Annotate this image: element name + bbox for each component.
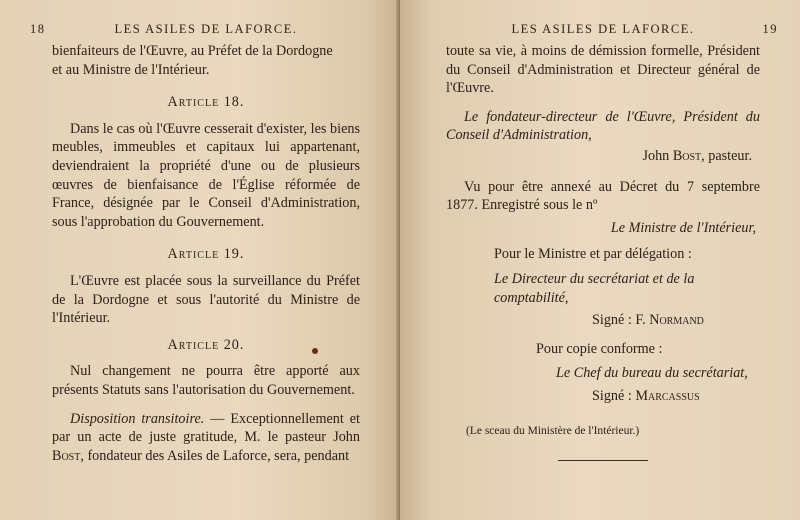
founder-signature xyxy=(446,147,752,166)
minister-line: Le Ministre de l'Intérieur, xyxy=(610,219,756,236)
left-running-head xyxy=(30,20,360,42)
disposition-text: — Exceptionnellement et par un acte de juste gratitude, M. le pasteur John xyxy=(52,410,360,446)
founder-name: John xyxy=(642,147,673,164)
signed-marcassus xyxy=(446,387,760,406)
copy-line: Pour copie conforme : xyxy=(536,340,663,357)
article-20-text: Nul changement ne pourra être apporté aux présents Statuts sans l'autorisation du Gouvernement. xyxy=(52,363,360,398)
delegation-line: Pour le Ministre et par délégation : xyxy=(494,246,692,263)
right-page xyxy=(400,0,800,520)
director-line: Le Directeur du secrétariat et de la comptabilité, xyxy=(494,270,695,306)
signed1-name: Normand xyxy=(649,312,704,329)
running-head-title-left: LES ASILES DE LAFORCE. xyxy=(114,22,298,36)
disposition-bost: Bost xyxy=(52,447,81,464)
intro-line-1: bienfaiteurs de l'Œuvre, au Préfet de la Dordogne xyxy=(52,43,333,59)
closing-rule xyxy=(558,460,648,461)
annex-text: Vu pour être annexé au Décret du 7 septembre 1877. Enregistré sous le nº xyxy=(446,178,760,214)
signed1-prefix: Signé : F. xyxy=(592,312,650,329)
disposition-label: Disposition transitoire. xyxy=(70,410,205,427)
article-19-text: L'Œuvre est placée sous la surveillance du Préfet de la Dordogne et sous l'autorité du Ministre de l'Intérieur. xyxy=(52,272,360,327)
article-18-text: Dans le cas où l'Œuvre cesserait d'exister, les biens meubles, immeubles et capitaux lui appartenant, deviendraient la propriété d'une ou de plusieurs œuvres de bienfaisance de l'Église réformée de France, désignée par le Conseil d'Administration, sous l'approbation du Gouvernement. xyxy=(52,120,360,230)
continuation-text: toute sa vie, à moins de démission formelle, Président du Conseil d'Administration et Directeur général de l'Œuvre. xyxy=(446,43,760,97)
founder-surname: Bost xyxy=(672,147,702,164)
disposition-end: , fondateur des Asiles de Laforce, sera, pendant xyxy=(80,447,350,464)
right-running-head xyxy=(446,20,778,42)
running-head-title-right: LES ASILES DE LAFORCE. xyxy=(511,22,695,36)
page-number-left: 18 xyxy=(30,22,46,36)
page-number-right: 19 xyxy=(762,22,778,36)
intro-line-2: et au Ministre de l'Intérieur. xyxy=(52,61,210,78)
signed-normand xyxy=(446,311,760,330)
ink-spot xyxy=(312,348,318,354)
disposition-paragraph xyxy=(52,410,360,466)
bureau-chief-line: Le Chef du bureau du secrétariat, xyxy=(556,365,748,382)
article-19-heading: Article 19. xyxy=(167,246,245,263)
founder-title: Le fondateur-directeur de l'Œuvre, Président du Conseil d'Administration, xyxy=(446,108,760,144)
signed2-prefix: Signé : xyxy=(592,387,636,404)
founder-role: , pasteur. xyxy=(701,147,752,164)
seal-note: (Le sceau du Ministère de l'Intérieur.) xyxy=(466,424,640,437)
article-20-heading: Article 20. xyxy=(167,336,245,353)
article-18-heading: Article 18. xyxy=(167,94,245,111)
signed2-name: Marcassus xyxy=(635,387,700,404)
